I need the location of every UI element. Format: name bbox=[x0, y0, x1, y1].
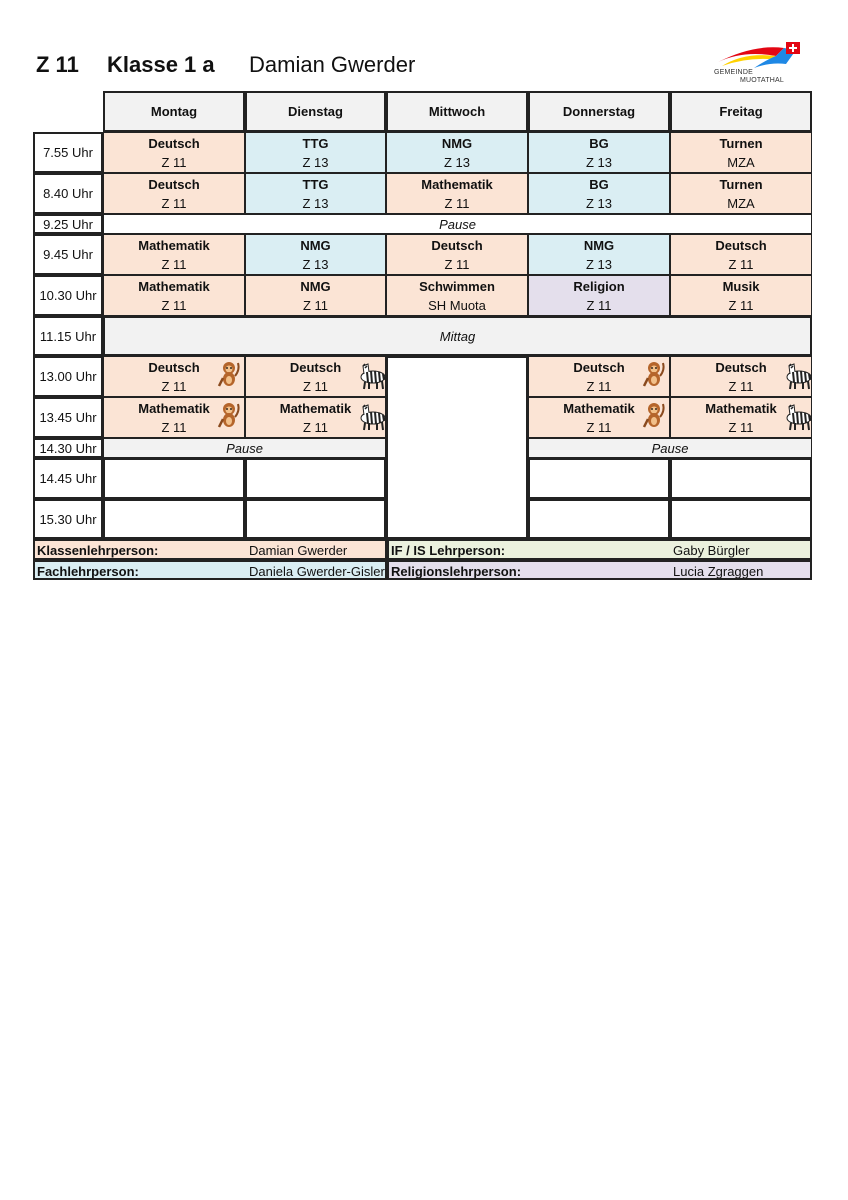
lesson-cell bbox=[528, 356, 670, 397]
klassenlehrperson-value: Damian Gwerder bbox=[249, 543, 348, 558]
lesson-cell bbox=[528, 234, 670, 275]
lesson-room: Z 13 bbox=[302, 154, 329, 170]
lesson-cell bbox=[386, 234, 528, 275]
lesson-subject: Deutsch bbox=[289, 359, 342, 375]
lesson-room: Z 11 bbox=[161, 195, 187, 211]
lesson-room: Z 11 bbox=[728, 378, 754, 394]
zebra-icon bbox=[781, 401, 811, 431]
lesson-room: Z 11 bbox=[444, 195, 470, 211]
logo-text-line1: GEMEINDE bbox=[714, 69, 753, 76]
lesson-room: Z 11 bbox=[161, 256, 187, 272]
lesson-subject: NMG bbox=[300, 278, 331, 294]
lesson-subject: Deutsch bbox=[148, 359, 200, 375]
gemeinde-logo bbox=[714, 42, 804, 90]
empty-lesson-cell bbox=[670, 458, 812, 499]
empty-wednesday-afternoon bbox=[386, 356, 528, 539]
room-title: Z 11 bbox=[36, 52, 79, 77]
fachlehrperson-value: Daniela Gwerder-Gisler bbox=[249, 564, 385, 579]
lesson-room: Z 11 bbox=[302, 378, 329, 394]
lesson-room: Z 11 bbox=[586, 297, 612, 313]
lesson-subject: Mathematik bbox=[279, 400, 352, 416]
empty-lesson-cell bbox=[245, 499, 386, 539]
lesson-cell bbox=[103, 275, 245, 316]
lesson-room: Z 13 bbox=[443, 154, 470, 170]
lesson-subject: Mathematik bbox=[138, 237, 210, 253]
lesson-cell bbox=[670, 234, 812, 275]
time-slot bbox=[33, 397, 103, 438]
lesson-subject: Religion bbox=[573, 278, 625, 294]
lesson-cell bbox=[670, 356, 812, 397]
lesson-room: Z 13 bbox=[585, 195, 612, 211]
empty-lesson-cell bbox=[103, 499, 245, 539]
lesson-room: Z 11 bbox=[728, 419, 754, 435]
time-slot bbox=[33, 438, 103, 458]
lesson-subject: Mathematik bbox=[138, 278, 210, 294]
lesson-subject: Deutsch bbox=[148, 135, 200, 151]
empty-lesson-cell bbox=[245, 458, 386, 499]
lesson-subject: Deutsch bbox=[715, 359, 767, 375]
lesson-room: SH Muota bbox=[428, 297, 486, 313]
lesson-cell bbox=[670, 132, 812, 173]
lesson-subject: Schwimmen bbox=[419, 278, 495, 294]
lesson-cell bbox=[245, 234, 386, 275]
time-label: 14.45 Uhr bbox=[39, 471, 97, 486]
empty-lesson-cell bbox=[528, 499, 670, 539]
footer-if-is bbox=[387, 539, 812, 560]
day-header-label: Montag bbox=[150, 104, 198, 119]
time-slot bbox=[33, 499, 103, 539]
day-header-label: Donnerstag bbox=[562, 104, 636, 119]
day-header bbox=[386, 91, 528, 132]
lesson-room: Z 11 bbox=[161, 378, 187, 394]
logo-text-line2: MUOTATHAL bbox=[740, 77, 784, 84]
lesson-cell bbox=[103, 356, 245, 397]
pause-row-right bbox=[528, 438, 812, 458]
lesson-cell bbox=[670, 397, 812, 438]
lesson-room: Z 11 bbox=[444, 256, 470, 272]
lesson-subject: NMG bbox=[583, 237, 615, 253]
time-label: 13.00 Uhr bbox=[39, 369, 97, 384]
lesson-room: Z 13 bbox=[302, 195, 329, 211]
lesson-room: Z 13 bbox=[585, 256, 612, 272]
lesson-cell bbox=[245, 356, 386, 397]
pause-label: Pause bbox=[651, 440, 689, 456]
time-label: 7.55 Uhr bbox=[43, 145, 93, 160]
day-header bbox=[670, 91, 812, 132]
lesson-room: Z 11 bbox=[728, 297, 754, 313]
logo-icon bbox=[714, 42, 804, 70]
mittag-label: Mittag bbox=[439, 328, 476, 344]
lesson-cell bbox=[245, 397, 386, 438]
lesson-cell bbox=[103, 173, 245, 214]
footer-klassenlehrperson bbox=[33, 539, 387, 560]
empty-lesson-cell bbox=[528, 458, 670, 499]
pause-label: Pause bbox=[226, 440, 263, 456]
lesson-subject: Turnen bbox=[719, 135, 763, 151]
lesson-subject: Deutsch bbox=[573, 359, 625, 375]
lesson-subject: BG bbox=[589, 135, 609, 151]
lesson-subject: Deutsch bbox=[715, 237, 767, 253]
teacher-title: Damian Gwerder bbox=[249, 52, 416, 77]
lesson-room: Z 11 bbox=[161, 154, 187, 170]
time-label: 10.30 Uhr bbox=[39, 288, 97, 303]
religion-value: Lucia Zgraggen bbox=[673, 564, 764, 579]
monkey-icon bbox=[214, 360, 244, 390]
time-slot bbox=[33, 356, 103, 397]
day-header-label: Dienstag bbox=[288, 104, 343, 119]
lesson-subject: NMG bbox=[441, 135, 473, 151]
pause-row bbox=[103, 214, 812, 234]
lesson-cell bbox=[528, 173, 670, 214]
klassenlehrperson-label: Klassenlehrperson: bbox=[37, 543, 159, 558]
time-label: 15.30 Uhr bbox=[39, 511, 97, 527]
zebra-icon bbox=[781, 360, 811, 390]
lesson-cell bbox=[670, 173, 812, 214]
lesson-cell bbox=[103, 397, 245, 438]
lesson-subject: TTG bbox=[302, 176, 329, 192]
zebra-icon bbox=[355, 360, 385, 390]
lesson-cell bbox=[245, 275, 386, 316]
lesson-room: Z 11 bbox=[302, 419, 329, 435]
lesson-room: Z 11 bbox=[728, 256, 754, 272]
lesson-subject: Deutsch bbox=[148, 176, 200, 192]
lesson-room: Z 11 bbox=[302, 297, 329, 313]
lesson-room: Z 11 bbox=[586, 419, 612, 435]
zebra-icon bbox=[355, 401, 385, 431]
lesson-subject: BG bbox=[589, 176, 609, 192]
lesson-cell bbox=[528, 397, 670, 438]
lesson-subject: Mathematik bbox=[705, 400, 777, 416]
monkey-icon bbox=[639, 360, 669, 390]
lesson-cell bbox=[103, 234, 245, 275]
lesson-cell bbox=[386, 132, 528, 173]
lesson-room: Z 13 bbox=[585, 154, 612, 170]
footer-religion bbox=[387, 560, 812, 580]
time-slot bbox=[33, 316, 103, 356]
if-is-value: Gaby Bürgler bbox=[673, 543, 750, 558]
time-slot bbox=[33, 275, 103, 316]
lesson-cell bbox=[386, 275, 528, 316]
religion-label: Religionslehrperson: bbox=[391, 564, 522, 579]
day-header-label: Freitag bbox=[719, 104, 763, 119]
pause-row-left bbox=[103, 438, 386, 458]
time-label: 9.25 Uhr bbox=[43, 216, 93, 232]
empty-lesson-cell bbox=[103, 458, 245, 499]
day-header-label: Mittwoch bbox=[428, 104, 486, 119]
lesson-subject: Mathematik bbox=[421, 176, 493, 192]
footer-fachlehrperson bbox=[33, 560, 387, 580]
lesson-cell bbox=[528, 275, 670, 316]
time-label: 9.45 Uhr bbox=[43, 247, 93, 262]
lesson-cell bbox=[386, 173, 528, 214]
lesson-room: MZA bbox=[727, 195, 755, 211]
time-label: 11.15 Uhr bbox=[39, 328, 97, 344]
lesson-subject: Musik bbox=[722, 278, 760, 294]
time-slot bbox=[33, 173, 103, 214]
pause-label: Pause bbox=[439, 216, 476, 232]
lesson-room: Z 13 bbox=[302, 256, 329, 272]
time-label: 8.40 Uhr bbox=[43, 186, 93, 201]
lesson-cell bbox=[670, 275, 812, 316]
mittag-row bbox=[103, 316, 812, 356]
if-is-label: IF / IS Lehrperson: bbox=[391, 543, 506, 558]
lesson-room: Z 11 bbox=[586, 378, 612, 394]
time-slot bbox=[33, 214, 103, 234]
empty-lesson-cell bbox=[670, 499, 812, 539]
lesson-subject: NMG bbox=[300, 237, 331, 253]
time-slot bbox=[33, 234, 103, 275]
lesson-subject: Mathematik bbox=[563, 400, 635, 416]
lesson-cell bbox=[528, 132, 670, 173]
lesson-room: Z 11 bbox=[161, 297, 187, 313]
lesson-subject: Mathematik bbox=[138, 400, 210, 416]
lesson-cell bbox=[245, 173, 386, 214]
day-header bbox=[528, 91, 670, 132]
lesson-subject: Deutsch bbox=[431, 237, 483, 253]
monkey-icon bbox=[214, 401, 244, 431]
lesson-room: MZA bbox=[727, 154, 755, 170]
day-header bbox=[245, 91, 386, 132]
time-label: 13.45 Uhr bbox=[39, 410, 97, 425]
lesson-cell bbox=[103, 132, 245, 173]
time-slot bbox=[33, 458, 103, 499]
lesson-subject: Turnen bbox=[719, 176, 763, 192]
lesson-cell bbox=[245, 132, 386, 173]
day-header bbox=[103, 91, 245, 132]
monkey-icon bbox=[639, 401, 669, 431]
lesson-room: Z 11 bbox=[161, 419, 187, 435]
fachlehrperson-label: Fachlehrperson: bbox=[37, 564, 139, 579]
time-slot bbox=[33, 132, 103, 173]
time-label: 14.30 Uhr bbox=[39, 440, 97, 456]
lesson-subject: TTG bbox=[302, 135, 329, 151]
class-title: Klasse 1 a bbox=[107, 52, 215, 77]
